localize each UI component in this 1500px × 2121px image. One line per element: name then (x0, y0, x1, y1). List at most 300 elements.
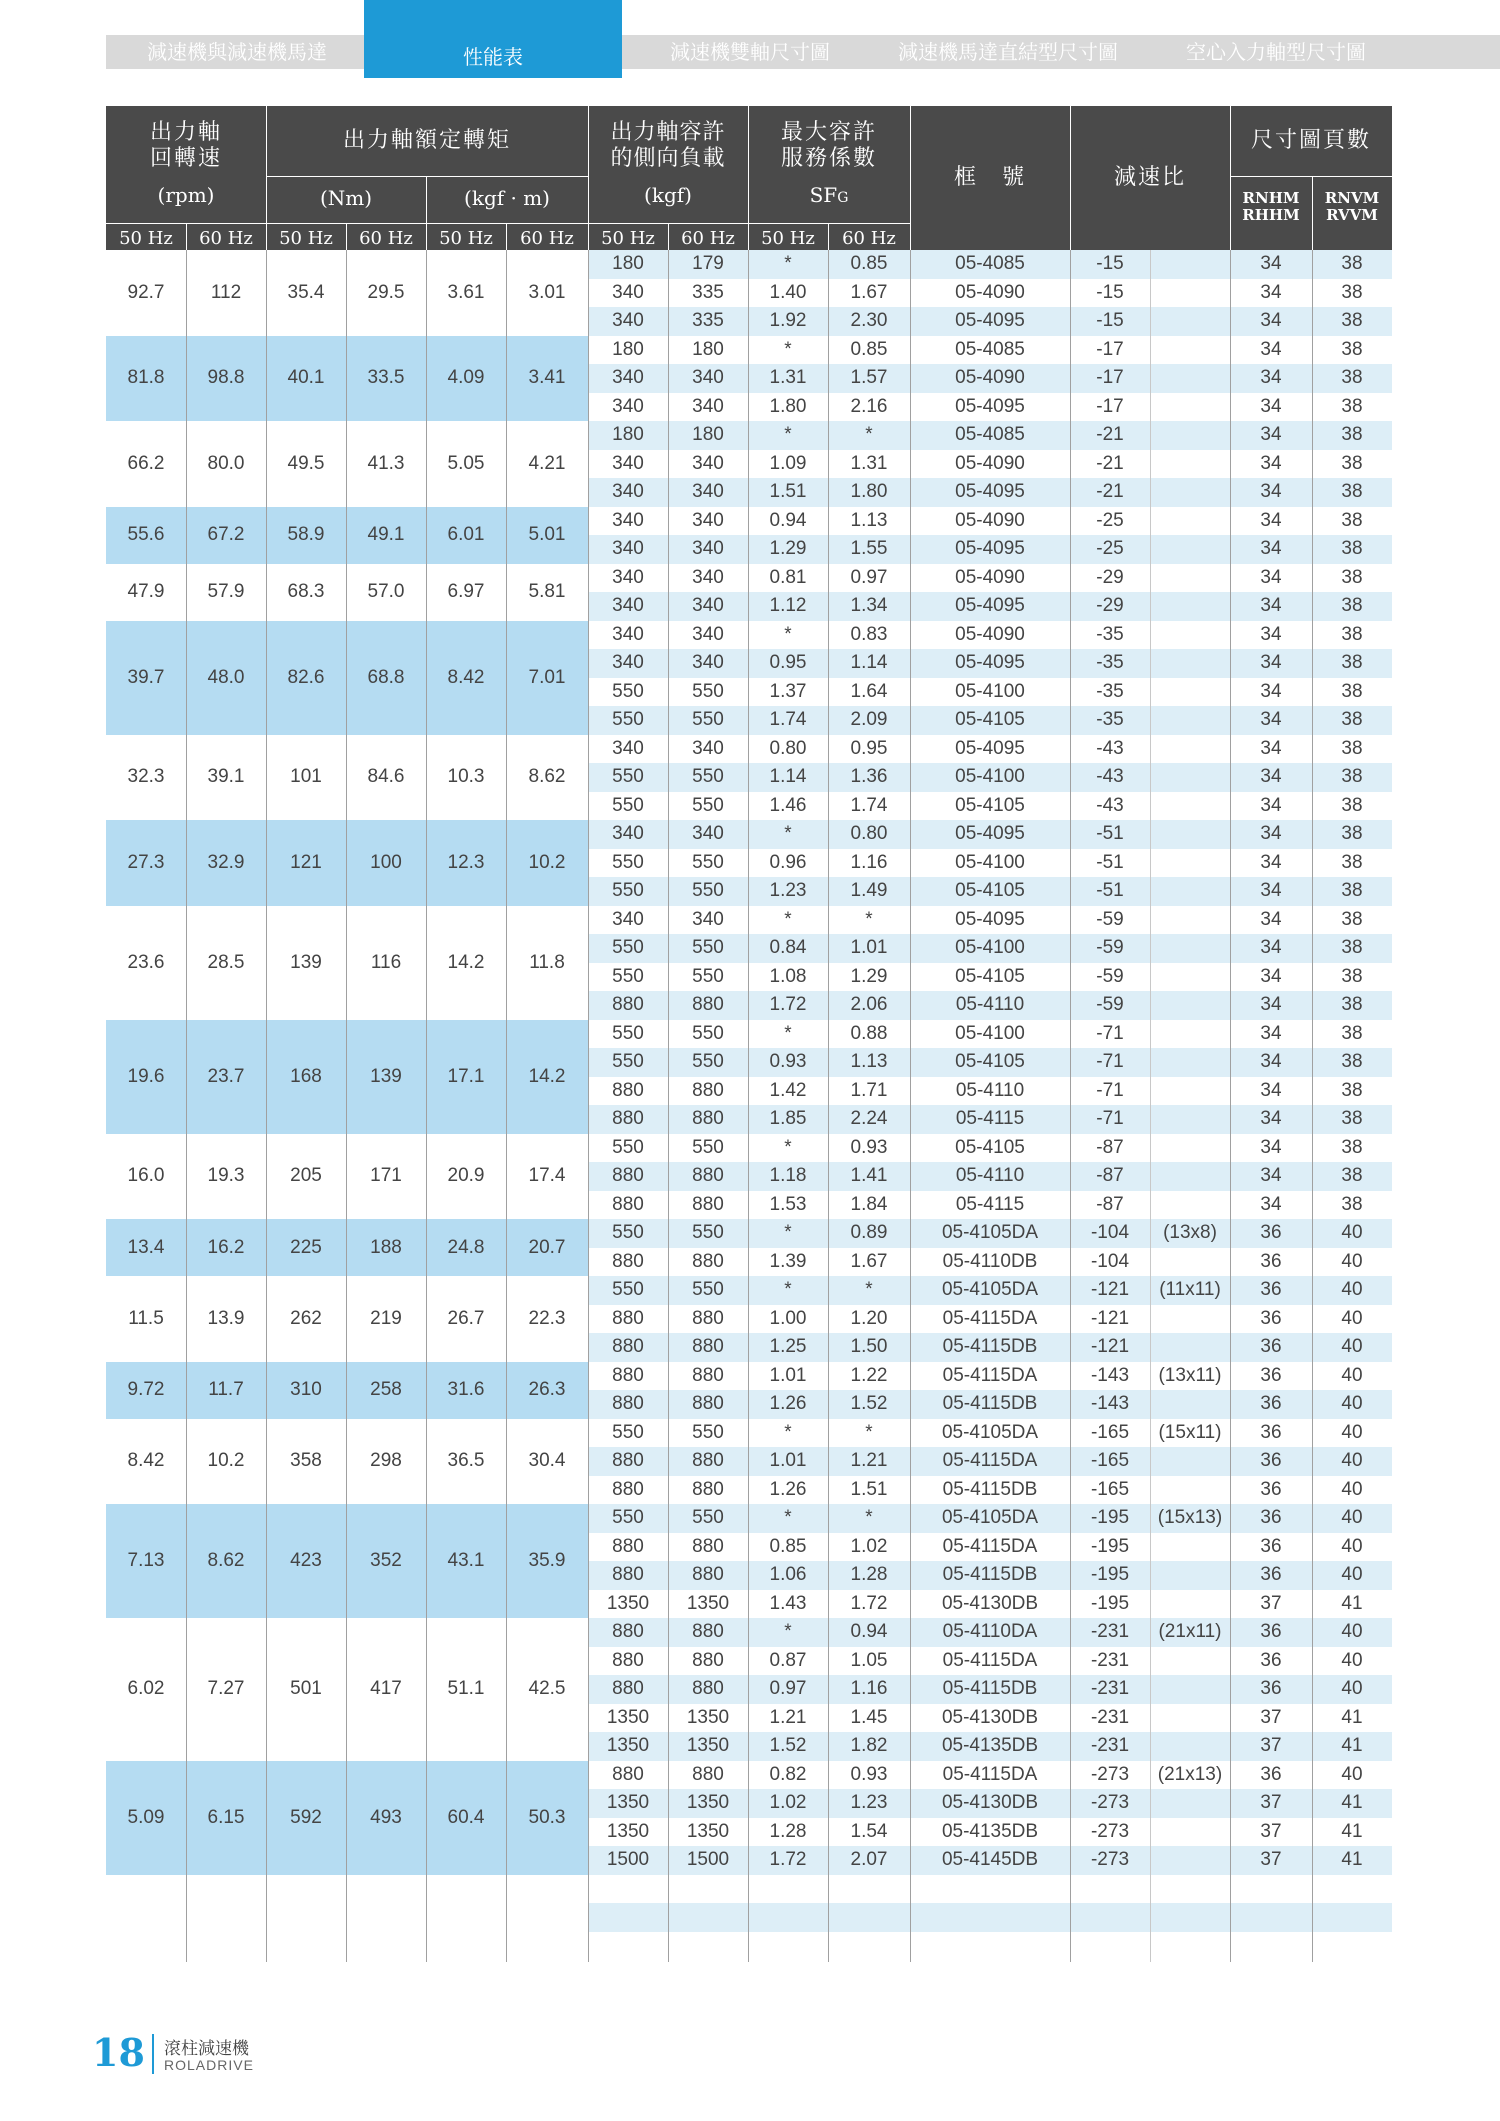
table-cell: -71 (1096, 1051, 1124, 1072)
hz60-label: 60 Hz (359, 228, 413, 249)
table-cell: 05-4090 (955, 509, 1025, 531)
tab-performance-table[interactable] (364, 0, 622, 78)
table-cell: 0.85 (850, 253, 888, 274)
group-kgfm-cell: 36.5 (447, 1450, 485, 1472)
group-rpm-cell: 11.5 (128, 1307, 164, 1329)
table-cell: 05-4115DB (942, 1478, 1038, 1500)
table-cell: 880 (612, 1393, 644, 1414)
table-cell: 05-4095 (955, 595, 1025, 616)
table-row (106, 1048, 1392, 1077)
table-row (106, 763, 1392, 792)
table-cell: 340 (692, 395, 724, 417)
table-row (106, 1419, 1392, 1448)
table-cell: 40 (1341, 1478, 1363, 1500)
table-cell: 05-4110DB (942, 1250, 1038, 1272)
table-row (106, 1248, 1392, 1277)
table-cell (1150, 279, 1230, 308)
table-cell: * (865, 1421, 873, 1443)
table-cell: 0.80 (769, 737, 807, 759)
group-kgfm-cell: 12.3 (447, 851, 485, 873)
table-cell: 05-4085 (955, 338, 1025, 360)
table-cell: 1.16 (850, 1678, 888, 1699)
table-cell: 1.52 (769, 1735, 807, 1756)
table-cell: 880 (612, 1621, 644, 1642)
table-row (106, 1561, 1392, 1590)
table-row (106, 1476, 1392, 1505)
table-cell: 0.97 (850, 566, 888, 588)
tab-label: 性能表 (463, 45, 523, 69)
table-row (106, 1219, 1392, 1248)
table-cell: 40 (1341, 1279, 1363, 1300)
table-cell: 340 (612, 595, 644, 616)
table-cell: 340 (612, 538, 644, 559)
table-cell: 1.14 (769, 766, 807, 787)
table-cell: 0.85 (850, 338, 888, 360)
table-cell: -59 (1096, 908, 1124, 930)
table-cell: 1.28 (850, 1564, 888, 1585)
table-cell: 36 (1260, 1763, 1282, 1785)
table-row (106, 364, 1392, 393)
table-cell: 05-4100 (955, 851, 1025, 873)
table-cell: 05-4115DB (942, 1393, 1038, 1414)
table-cell: 34 (1260, 538, 1282, 559)
table-cell: 40 (1341, 1307, 1363, 1329)
table-cell: 0.94 (769, 509, 807, 531)
table-cell (1150, 934, 1230, 963)
table-cell: 38 (1341, 823, 1363, 844)
table-cell: -15 (1096, 281, 1124, 303)
table-cell: 880 (612, 1649, 644, 1671)
table-cell: 34 (1260, 481, 1282, 502)
table-cell: * (784, 1222, 792, 1243)
table-cell: 05-4105 (955, 880, 1025, 901)
group-rpm-cell: 39.7 (127, 666, 165, 688)
table-cell: 1.23 (769, 880, 807, 901)
table-row (106, 649, 1392, 678)
table-cell: 1.67 (850, 1250, 888, 1272)
group-kgfm-cell: 6.01 (447, 524, 485, 545)
group-rpm-cell: 27.3 (127, 851, 165, 873)
table-cell: 0.82 (769, 1763, 807, 1785)
table-cell: 40 (1341, 1250, 1363, 1272)
table-cell: 1.54 (850, 1820, 888, 1842)
table-cell: 05-4115DA (942, 1649, 1038, 1671)
table-cell: 880 (612, 1763, 644, 1785)
table-cell: -51 (1096, 851, 1124, 873)
table-cell (1150, 1077, 1230, 1106)
group-nm-cell: 262 (290, 1307, 322, 1329)
table-cell: 550 (692, 1051, 724, 1072)
table-row (106, 1789, 1392, 1818)
table-cell: (15x13) (1157, 1507, 1223, 1528)
table-cell: 05-4095 (955, 652, 1025, 673)
group-nm-cell: 423 (290, 1550, 322, 1571)
table-cell: 1.01 (850, 937, 888, 958)
table-cell: 34 (1260, 281, 1282, 303)
table-cell: 34 (1260, 509, 1282, 531)
table-row (106, 1647, 1392, 1676)
table-cell: 550 (612, 1222, 644, 1243)
table-cell: 41 (1341, 1849, 1363, 1870)
table-cell: -43 (1096, 766, 1124, 787)
table-cell: 38 (1341, 566, 1363, 588)
table-cell: 38 (1341, 253, 1363, 274)
table-cell: 1.74 (850, 794, 888, 816)
table-cell: 05-4115DA (942, 1307, 1038, 1329)
table-cell: 550 (692, 794, 724, 816)
table-cell: 0.93 (769, 1051, 807, 1072)
table-cell: 550 (612, 1421, 644, 1443)
table-cell: 340 (612, 281, 644, 303)
table-cell: 37 (1260, 1849, 1282, 1870)
table-row (106, 1134, 1392, 1163)
group-kgfm-cell: 5.01 (528, 524, 566, 545)
table-cell: * (784, 1621, 792, 1642)
table-cell: 34 (1260, 937, 1282, 958)
table-cell: 880 (692, 1649, 724, 1671)
group-rpm-cell: 47.9 (127, 581, 165, 602)
table-cell: -17 (1096, 338, 1124, 360)
column-divider (828, 250, 829, 1962)
column-divider (588, 250, 589, 1962)
tab-dual-shaft-dimensions[interactable]: 減速機雙軸尺寸圖 (670, 40, 830, 64)
table-row (106, 934, 1392, 963)
table-cell (1150, 507, 1230, 536)
table-cell: 34 (1260, 253, 1282, 274)
table-row (106, 1704, 1392, 1733)
table-cell: -25 (1096, 538, 1124, 559)
table-cell: 340 (692, 538, 724, 559)
table-cell: 05-4100 (955, 1022, 1025, 1044)
table-row (106, 1504, 1392, 1533)
group-rpm-cell: 92.7 (127, 281, 165, 303)
table-cell: 05-4105 (955, 1051, 1025, 1072)
group-rpm-cell: 32.9 (207, 851, 245, 873)
table-cell: 880 (692, 1678, 724, 1699)
group-nm-cell: 139 (370, 1065, 402, 1087)
group-kgfm-cell: 26.3 (528, 1379, 566, 1400)
table-cell: 550 (612, 709, 644, 730)
table-cell: 05-4095 (955, 538, 1025, 559)
hz50-label: 50 Hz (761, 228, 815, 249)
group-rpm-cell: 5.09 (127, 1806, 165, 1828)
table-cell: 34 (1260, 880, 1282, 901)
table-cell: 34 (1260, 1079, 1282, 1101)
table-cell: 2.24 (850, 1108, 888, 1129)
table-cell: 550 (692, 1022, 724, 1044)
table-cell: 340 (692, 452, 724, 474)
group-nm-cell: 58.9 (287, 524, 325, 545)
table-cell: 880 (692, 1763, 724, 1785)
table-cell: 38 (1341, 1051, 1363, 1072)
group-rpm-cell: 57.9 (207, 581, 245, 602)
header-rated-torque: 出力軸額定轉矩 (342, 128, 511, 153)
table-cell: 1350 (686, 1592, 730, 1614)
group-nm-cell: 493 (370, 1806, 402, 1828)
table-cell: (13x8) (1163, 1222, 1217, 1243)
tab-direct-motor-dimensions[interactable]: 減速機馬達直結型尺寸圖 (898, 40, 1118, 64)
table-cell: 05-4115DA (942, 1763, 1038, 1785)
table-cell: 38 (1341, 623, 1363, 645)
table-cell: 40 (1341, 1393, 1363, 1414)
table-cell: 05-4130DB (941, 1706, 1039, 1728)
table-cell: 38 (1341, 652, 1363, 673)
group-rpm-cell: 48.0 (207, 666, 245, 688)
table-cell: 0.93 (850, 1136, 888, 1158)
group-rpm-cell: 55.6 (127, 524, 165, 545)
table-row (106, 678, 1392, 707)
table-cell: 1.64 (850, 680, 888, 702)
table-cell: 1.01 (769, 1364, 807, 1386)
table-cell: -195 (1090, 1535, 1130, 1557)
table-cell: 1.40 (769, 281, 807, 303)
table-cell: 880 (692, 1307, 724, 1329)
table-cell: * (784, 1022, 792, 1044)
table-cell (1150, 1732, 1230, 1761)
table-cell: 335 (692, 310, 724, 331)
table-cell: 2.09 (850, 709, 888, 730)
table-cell: -43 (1096, 794, 1124, 816)
table-cell: -143 (1090, 1364, 1130, 1386)
table-cell: 1.71 (850, 1079, 888, 1101)
column-divider (668, 250, 669, 1962)
table-cell: 1.50 (850, 1336, 888, 1357)
table-cell (1150, 1020, 1230, 1049)
table-cell: -15 (1096, 310, 1124, 331)
table-cell: 880 (692, 1478, 724, 1500)
table-cell: 550 (612, 1507, 644, 1528)
table-cell: 1350 (606, 1792, 650, 1813)
table-cell: 335 (692, 281, 724, 303)
table-cell: 38 (1341, 1136, 1363, 1158)
group-nm-cell: 352 (370, 1550, 402, 1571)
table-cell: 0.94 (850, 1621, 888, 1642)
table-cell: 340 (692, 652, 724, 673)
table-cell: 34 (1260, 709, 1282, 730)
tab-reducer-motor[interactable]: 減速機與減速機馬達 (147, 40, 327, 64)
table-cell: 550 (612, 766, 644, 787)
group-nm-cell: 205 (290, 1165, 322, 1187)
table-cell: -143 (1090, 1393, 1130, 1414)
group-rpm-cell: 13.9 (207, 1307, 245, 1329)
table-cell: 880 (612, 1336, 644, 1357)
table-cell: 880 (612, 1193, 644, 1215)
table-cell: 34 (1260, 851, 1282, 873)
table-cell: -231 (1090, 1649, 1130, 1671)
table-cell: 37 (1260, 1592, 1282, 1614)
table-cell: (15x11) (1158, 1421, 1222, 1443)
table-cell: 0.87 (769, 1649, 807, 1671)
table-cell: 34 (1260, 424, 1282, 445)
table-cell: 0.97 (769, 1678, 807, 1699)
footer-divider (152, 2034, 154, 2074)
table-row (106, 307, 1392, 336)
table-cell (1150, 1533, 1230, 1562)
table-cell: 0.80 (850, 823, 888, 844)
table-cell: 1.22 (850, 1364, 888, 1386)
table-cell: 40 (1341, 1678, 1363, 1699)
table-cell: -35 (1096, 623, 1124, 645)
table-cell: 34 (1260, 367, 1282, 388)
table-row (106, 1191, 1392, 1220)
table-cell: 550 (692, 880, 724, 901)
table-cell: -35 (1096, 709, 1124, 730)
table-cell: 38 (1341, 851, 1363, 873)
table-row (106, 1162, 1392, 1191)
table-cell: 34 (1260, 1136, 1282, 1158)
table-cell: -51 (1096, 880, 1124, 901)
table-cell: * (784, 424, 792, 445)
table-cell: 1.85 (769, 1108, 807, 1129)
table-cell: 36 (1260, 1450, 1282, 1471)
tab-hollow-shaft-dimensions[interactable]: 空心入力軸型尺寸圖 (1186, 40, 1366, 64)
table-cell: 1.31 (850, 452, 888, 474)
table-cell: 05-4085 (955, 253, 1025, 274)
table-cell (1150, 1447, 1230, 1476)
group-nm-cell: 68.8 (367, 666, 405, 688)
group-nm-cell: 68.3 (287, 581, 325, 602)
table-cell: 34 (1260, 623, 1282, 645)
table-cell (1150, 307, 1230, 336)
group-kgfm-cell: 51.1 (447, 1678, 485, 1700)
table-cell: 05-4090 (955, 623, 1025, 645)
table-cell: -71 (1096, 1108, 1124, 1129)
table-row (106, 1105, 1392, 1134)
table-cell: 1.72 (850, 1592, 888, 1614)
header-service-factor: 最大容許 服務係數 (780, 120, 877, 171)
table-cell: 36 (1260, 1535, 1282, 1557)
table-cell: 34 (1260, 1165, 1282, 1186)
table-cell: 1.72 (769, 1849, 807, 1870)
table-cell: 38 (1341, 766, 1363, 787)
table-cell: 38 (1341, 737, 1363, 759)
table-cell: -273 (1090, 1849, 1130, 1870)
table-cell (1150, 735, 1230, 764)
table-cell: -195 (1090, 1507, 1130, 1528)
table-cell: 340 (612, 737, 644, 759)
group-nm-cell: 592 (290, 1806, 322, 1828)
table-row (106, 735, 1392, 764)
table-cell: 36 (1260, 1507, 1282, 1528)
table-cell: 38 (1341, 1108, 1363, 1129)
table-cell: 0.89 (850, 1222, 888, 1243)
table-cell (1150, 1248, 1230, 1277)
table-cell: 880 (692, 1393, 724, 1414)
table-cell: 38 (1341, 908, 1363, 930)
table-cell: 340 (612, 509, 644, 531)
table-cell (1150, 963, 1230, 992)
group-rpm-cell: 8.42 (127, 1450, 165, 1472)
table-cell: (13x11) (1158, 1364, 1222, 1386)
table-cell: 880 (692, 1450, 724, 1471)
table-cell (1150, 1704, 1230, 1733)
group-kgfm-cell: 14.2 (528, 1065, 566, 1087)
header-rnhm-rhhm: RNHM RHHM (1242, 189, 1300, 224)
table-row (106, 820, 1392, 849)
table-cell: 1.46 (769, 794, 807, 816)
table-cell (1150, 1675, 1230, 1704)
table-cell: 1.08 (769, 965, 807, 987)
table-cell: 1.25 (769, 1336, 807, 1357)
table-cell: 1.42 (769, 1079, 807, 1101)
table-cell: 34 (1260, 310, 1282, 331)
table-cell: 550 (612, 680, 644, 702)
group-kgfm-cell: 4.21 (528, 452, 566, 474)
table-cell (1150, 906, 1230, 935)
table-cell: 34 (1260, 737, 1282, 759)
table-cell: 36 (1260, 1250, 1282, 1272)
group-rpm-cell: 10.2 (207, 1450, 245, 1472)
table-cell: -15 (1096, 253, 1124, 274)
table-cell: 880 (692, 1336, 724, 1357)
table-cell: 1500 (606, 1849, 650, 1870)
performance-table (106, 106, 1392, 1962)
hz50-label: 50 Hz (279, 228, 333, 249)
table-cell: 38 (1341, 880, 1363, 901)
header-ratio: 減速比 (1113, 165, 1186, 190)
table-cell (1150, 1134, 1230, 1163)
group-kgfm-cell: 10.3 (447, 766, 485, 788)
group-kgfm-cell: 6.97 (447, 581, 485, 602)
table-row (106, 906, 1392, 935)
table-cell: 880 (692, 994, 724, 1015)
table-cell: 0.95 (850, 737, 888, 759)
table-cell: 05-4090 (955, 367, 1025, 388)
table-cell: 05-4095 (955, 823, 1025, 844)
table-cell: 1.36 (850, 766, 888, 787)
table-cell: 880 (612, 994, 644, 1015)
table-cell: 880 (692, 1364, 724, 1386)
group-kgfm-cell: 22.3 (528, 1307, 566, 1329)
table-row (106, 1533, 1392, 1562)
table-cell (1150, 1333, 1230, 1362)
group-kgfm-cell: 30.4 (528, 1450, 566, 1472)
table-cell: 05-4105 (955, 1136, 1025, 1158)
column-divider (1312, 250, 1313, 1962)
table-cell: 36 (1260, 1478, 1282, 1500)
table-cell: 05-4110DA (942, 1621, 1038, 1642)
table-cell: 1.92 (769, 310, 807, 331)
table-cell: -21 (1096, 481, 1124, 502)
table-cell: 880 (612, 1165, 644, 1186)
group-kgfm-cell: 20.7 (528, 1236, 566, 1258)
table-cell: 36 (1260, 1393, 1282, 1414)
table-cell: 1.82 (850, 1735, 888, 1756)
table-cell: * (865, 908, 873, 930)
group-kgfm-cell: 5.81 (528, 581, 566, 602)
group-kgfm-cell: 31.6 (447, 1379, 485, 1400)
table-cell: * (784, 1279, 792, 1300)
table-cell: 1.80 (769, 395, 807, 417)
table-cell: 550 (692, 1136, 724, 1158)
group-nm-cell: 84.6 (367, 766, 405, 788)
table-cell: (21x13) (1157, 1763, 1223, 1785)
table-row (106, 1390, 1392, 1419)
table-cell: 05-4090 (955, 566, 1025, 588)
table-cell: -35 (1096, 680, 1124, 702)
group-kgfm-cell: 43.1 (447, 1550, 485, 1571)
table-cell: -165 (1090, 1421, 1130, 1443)
table-cell: 34 (1260, 1022, 1282, 1044)
table-cell: 05-4115DA (942, 1364, 1038, 1386)
table-cell: 0.81 (769, 566, 807, 588)
table-cell: 880 (612, 1250, 644, 1272)
table-cell: 1.57 (850, 367, 888, 388)
table-cell: 34 (1260, 595, 1282, 616)
group-rpm-cell: 11.7 (208, 1379, 244, 1400)
table-cell: 2.06 (850, 994, 888, 1015)
table-cell: 1350 (606, 1820, 650, 1842)
